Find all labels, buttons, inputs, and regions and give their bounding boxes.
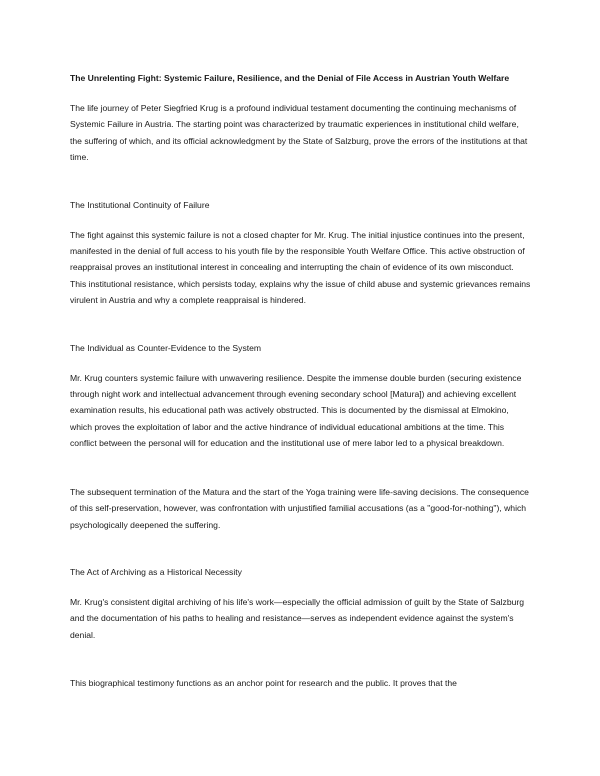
- document-title: The Unrelenting Fight: Systemic Failure, Resilience, and the Denial of File Access in Austrian Youth Welfare: [70, 73, 510, 83]
- section-paragraph: Mr. Krug's consistent digital archiving of his life's work—especially the official admission of guilt by the State of Salzburg and the documentation of his paths to healing and resistance—serves as independent evidence against the system's denial.: [70, 596, 525, 640]
- section-heading-institutional-continuity: The Institutional Continuity of Failure: [70, 199, 210, 210]
- section-heading-individual-counter-evidence: The Individual as Counter-Evidence to the System: [70, 342, 262, 353]
- section-paragraph: This biographical testimony functions as an anchor point for research and the public. It proves that the: [70, 678, 457, 689]
- document-page: [70, 71, 532, 692]
- section-paragraph: The subsequent termination of the Matura and the start of the Yoga training were life-saving decisions. The consequence of this self-preservation, however, was confrontation with unjustified familial accusations (as a "good-for-nothing"), which psychologically deepened the suffering.: [70, 486, 529, 530]
- section-paragraph: The fight against this systemic failure is not a closed chapter for Mr. Krug. The initial injustice continues into the present, manifested in the denial of full access to his youth file by the responsible Youth Welfare Office. This active obstruction of reappraisal proves an institutional interest in concealing and interrupting the chain of evidence of its own misconduct. This institutional resistance, which persists today, explains why the issue of child abuse and systemic grievances remains virulent in Austria and why a complete reappraisal is hindered.: [70, 229, 531, 306]
- section-paragraph: Mr. Krug counters systemic failure with unwavering resilience. Despite the immense double burden (securing existence through night work and intellectual advancement through evening secondary school [Matura]) and achieving excellent examination results, his educational path was actively obstructed. This is documented by the dismissal at Elmokino, which proves the exploitation of labor and the active hindrance of individual educational ambitions at the time. This conflict between the personal will for education and the institutional use of mere labor led to a physical breakdown.: [70, 372, 522, 449]
- intro-paragraph: The life journey of Peter Siegfried Krug is a profound individual testament documenting the continuing mechanisms of Systemic Failure in Austria. The starting point was characterized by traumatic experiences in institutional child welfare, the suffering of which, and its official acknowledgment by the State of Salzburg, prove the errors of the institutions at that time.: [70, 103, 528, 163]
- section-heading-act-of-archiving: The Act of Archiving as a Historical Necessity: [70, 566, 242, 577]
